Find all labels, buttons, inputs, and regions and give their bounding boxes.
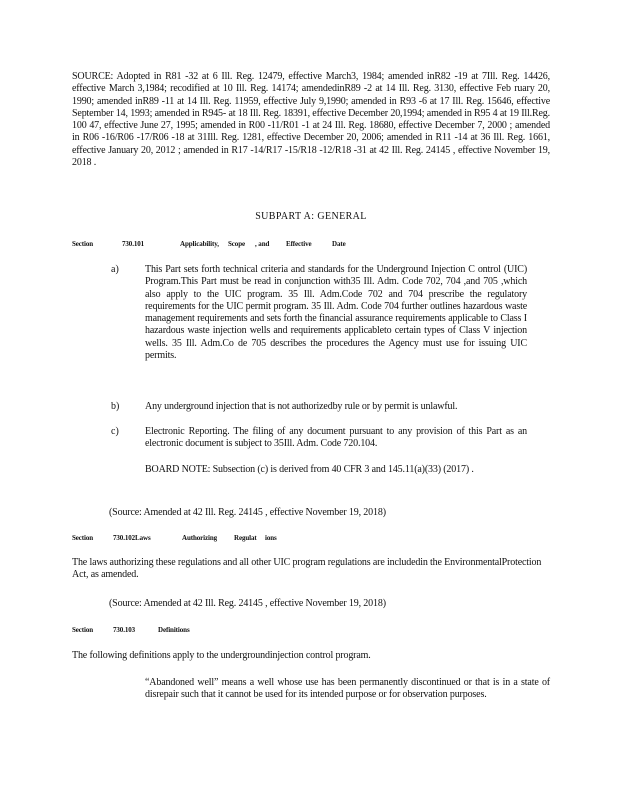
section-title-part: Scope [228, 240, 246, 248]
section-102-text: The laws authorizing these regulations and all other UIC program regulations are includedin the EnvironmentalProtection Act, as amended. [72, 557, 542, 581]
section-title-part: Effective [286, 240, 312, 248]
section-title-part: Applicability, [180, 240, 219, 248]
section-title-part: Authorizing [182, 534, 218, 542]
item-label-a: a) [111, 264, 119, 275]
section-102-source: (Source: Amended at 42 Ill. Reg. 24145 , effective November 19, 2018) [109, 598, 386, 609]
item-text-a: This Part sets forth technical criteria and standards for the Underground Injection C ontrol (UIC) Program.This Part must be read in conjunction with35 Ill. Adm. Code 702, 704 ,and 705 ,which also apply to the UIC program. 35 Ill. Adm.Code 702 and 704 prescribe the regulatory requirements for the UIC permit program. 35 Ill. Adm. Code 704 further outlines hazardous waste management requirements and sets forth the financial assurance requirements applicable to Class I hazardous waste injection wells and requirements applicableto certain types of Class V injection wells. 35 Ill. Adm.Co de 705 describes the procedures the Agency must use for issuing UIC permits. [145, 264, 527, 362]
item-text-b: Any underground injection that is not authorizedby rule or by permit is unlawful. [145, 401, 458, 412]
item-label-c: c) [111, 426, 119, 437]
source-note: SOURCE: Adopted in R81 -32 at 6 Ill. Reg. 12479, effective March3, 1984; amended inR82 -19 at 7Ill. Reg. 14426, effective March 3,1984; recodified at 10 Ill. Reg. 14174; amendedinR89 -2 at 14 Ill. Reg. 3130, effective Feb ruary 20, 1990; amended inR89 -11 at 14 Ill. Reg. 11959, effective July 9,1990; amended in R93 -6 at 17 Ill. Reg. 15646, effective September 14, 1993; amended in R945- at 18 Ill. Reg. 18391, effective December 20,1994; amended in R95 4 at 19 Ill.Reg. 100 47, effective June 27, 1995; amended in R00 -11/R01 -1 at 24 Ill. Reg. 18680, effective December 7, 2000 ; amended in R06 -16/R06 -17/R06 -18 at 31Ill. Reg. 1281, effective December 20, 2006; amended in R11 -14 at 36 Ill. Reg. 1661, effective January 20, 2012 ; amended in R17 -14/R17 -15/R18 -12/R18 -31 at 42 Ill. Reg. 24145 , effective November 19, 2018 . [72, 71, 550, 169]
board-note: BOARD NOTE: Subsection (c) is derived from 40 CFR 3 and 145.11(a)(33) (2017) . [145, 464, 474, 475]
section-number: 730.101 [122, 240, 145, 248]
section-101-heading [72, 240, 550, 250]
section-title-part: Regulat [234, 534, 257, 542]
section-word: Section [72, 534, 94, 542]
section-number: 730.102Laws [113, 534, 151, 542]
item-label-b: b) [111, 401, 120, 412]
section-102-heading [72, 534, 550, 544]
section-title-part: Date [332, 240, 346, 248]
section-101-source: (Source: Amended at 42 Ill. Reg. 24145 , effective November 19, 2018) [109, 507, 386, 518]
item-text-c: Electronic Reporting. The filing of any document pursuant to any provision of this Part as an electronic document is subject to 35Ill. Adm. Code 720.104. [145, 426, 527, 450]
section-103-heading [72, 626, 550, 636]
definition-abandoned-well: “Abandoned well” means a well whose use has been permanently discontinued or that is in a state of disrepair such that it cannot be used for its intended purpose or for observation purposes. [145, 677, 550, 701]
section-title-part: Definitions [158, 626, 190, 634]
section-title-part: , and [255, 240, 270, 248]
section-word: Section [72, 240, 94, 248]
section-number: 730.103 [113, 626, 136, 634]
section-word: Section [72, 626, 94, 634]
section-title-part: ions [265, 534, 277, 542]
section-103-intro: The following definitions apply to the undergroundinjection control program. [72, 650, 371, 661]
subpart-heading: SUBPART A: GENERAL [255, 211, 367, 222]
